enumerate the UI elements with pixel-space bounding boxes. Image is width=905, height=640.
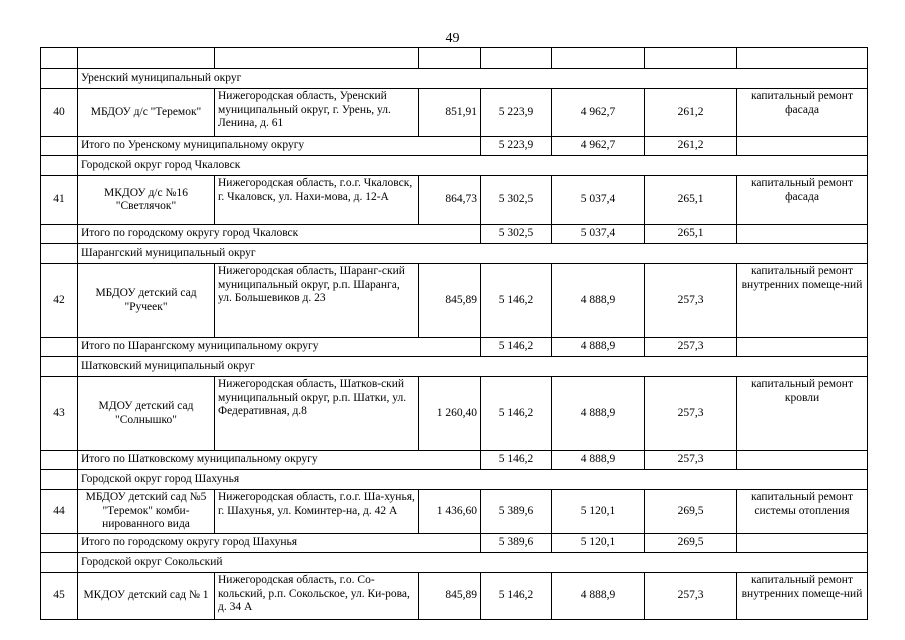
institution-address: Нижегородская область, г.о. Со-кольский, р.п. Сокольское, ул. Ки-рова, д. 34 А: [215, 573, 419, 620]
institution-name: МБДОУ детский сад "Ручеек": [78, 264, 215, 338]
section-num-cell: [41, 357, 78, 377]
total-cost-value: 5 146,2: [481, 377, 552, 451]
table-row: [41, 377, 868, 451]
cofinancing-value: 265,1: [645, 176, 737, 225]
header-cell: [78, 48, 215, 69]
area-value: 1 260,40: [419, 377, 481, 451]
institution-name: МКДОУ д/с №16 "Светлячок": [78, 176, 215, 225]
total-work-cell: [737, 137, 868, 156]
institution-address: Нижегородская область, г.о.г. Чкаловск, г. Чкаловск, ул. Нахи-мова, д. 12-А: [215, 176, 419, 225]
row-number: 43: [41, 377, 78, 451]
institution-name: МКДОУ детский сад № 1: [78, 573, 215, 620]
district-row: [41, 357, 868, 377]
institution-address: Нижегородская область, Шатков-ский муниципальный округ, р.п. Шатки, ул. Федеративная, д.8: [215, 377, 419, 451]
cofinancing-value: 269,5: [645, 490, 737, 534]
table-row: [41, 573, 868, 620]
work-type: капитальный ремонт системы отопления: [737, 490, 868, 534]
area-value: 845,89: [419, 264, 481, 338]
district-name: Шарангский муниципальный округ: [78, 244, 868, 264]
subsidy-value: 4 888,9: [552, 451, 645, 470]
total-work-cell: [737, 338, 868, 357]
institution-name: МБДОУ детский сад №5 "Теремок" комби-нированного вида: [78, 490, 215, 534]
total-label: Итого по городскому округу город Чкаловск: [78, 225, 481, 244]
total-cost-value: 5 389,6: [481, 490, 552, 534]
page-number: 49: [445, 31, 460, 46]
header-cell: [419, 48, 481, 69]
district-row: [41, 553, 868, 573]
institution-address: Нижегородская область, г.о.г. Ша-хунья, г. Шахунья, ул. Коминтер-на, д. 42 А: [215, 490, 419, 534]
table-row: [41, 176, 868, 225]
table-row: [41, 89, 868, 137]
district-name: Уренский муниципальный округ: [78, 69, 868, 89]
cofinancing-value: 269,5: [645, 534, 737, 553]
total-label: Итого по городскому округу город Шахунья: [78, 534, 481, 553]
district-name: Городской округ город Шахунья: [78, 470, 868, 490]
total-label: Итого по Шатковскому муниципальному округу: [78, 451, 481, 470]
work-type: капитальный ремонт фасада: [737, 176, 868, 225]
total-work-cell: [737, 451, 868, 470]
cofinancing-value: 257,3: [645, 377, 737, 451]
total-cost-value: 5 223,9: [481, 137, 552, 156]
cofinancing-value: 257,3: [645, 573, 737, 620]
total-row: [41, 225, 868, 244]
subsidy-value: 4 888,9: [552, 338, 645, 357]
district-name: Городской округ Сокольский: [78, 553, 868, 573]
institution-name: МДОУ детский сад "Солнышко": [78, 377, 215, 451]
section-num-cell: [41, 69, 78, 89]
row-number: 42: [41, 264, 78, 338]
section-num-cell: [41, 470, 78, 490]
row-number: 41: [41, 176, 78, 225]
total-cost-value: 5 302,5: [481, 176, 552, 225]
subsidy-value: 5 037,4: [552, 225, 645, 244]
district-row: [41, 470, 868, 490]
subsidy-value: 4 888,9: [552, 264, 645, 338]
subsidy-value: 4 962,7: [552, 89, 645, 137]
header-cell: [41, 48, 78, 69]
cofinancing-value: 257,3: [645, 264, 737, 338]
row-number: 40: [41, 89, 78, 137]
district-row: [41, 156, 868, 176]
total-row: [41, 338, 868, 357]
total-work-cell: [737, 534, 868, 553]
district-row: [41, 244, 868, 264]
subsidy-value: 4 888,9: [552, 377, 645, 451]
subsidy-value: 4 888,9: [552, 573, 645, 620]
table-row: [41, 264, 868, 338]
work-type: капитальный ремонт внутренних помеще-ний: [737, 264, 868, 338]
area-value: 1 436,60: [419, 490, 481, 534]
total-num-cell: [41, 338, 78, 357]
total-cost-value: 5 302,5: [481, 225, 552, 244]
header-cell: [215, 48, 419, 69]
section-num-cell: [41, 553, 78, 573]
subsidy-value: 5 037,4: [552, 176, 645, 225]
header-cell: [737, 48, 868, 69]
total-work-cell: [737, 225, 868, 244]
institution-address: Нижегородская область, Шаранг-ский муниципальный округ, р.п. Шаранга, ул. Большевиков д. 23: [215, 264, 419, 338]
work-type: капитальный ремонт внутренних помеще-ний: [737, 573, 868, 620]
header-cell: [481, 48, 552, 69]
header-cell: [645, 48, 737, 69]
work-type: капитальный ремонт фасада: [737, 89, 868, 137]
section-num-cell: [41, 156, 78, 176]
section-num-cell: [41, 244, 78, 264]
header-cell: [552, 48, 645, 69]
total-row: [41, 137, 868, 156]
total-cost-value: 5 146,2: [481, 451, 552, 470]
total-num-cell: [41, 225, 78, 244]
institution-name: МБДОУ д/с "Теремок": [78, 89, 215, 137]
total-num-cell: [41, 137, 78, 156]
total-cost-value: 5 146,2: [481, 264, 552, 338]
facilities-table: [40, 47, 868, 620]
cofinancing-value: 261,2: [645, 137, 737, 156]
total-num-cell: [41, 534, 78, 553]
total-cost-value: 5 146,2: [481, 338, 552, 357]
area-value: 845,89: [419, 573, 481, 620]
cofinancing-value: 265,1: [645, 225, 737, 244]
table-header-row: [41, 48, 868, 69]
total-cost-value: 5 146,2: [481, 573, 552, 620]
row-number: 44: [41, 490, 78, 534]
total-label: Итого по Уренскому муниципальному округу: [78, 137, 481, 156]
row-number: 45: [41, 573, 78, 620]
area-value: 864,73: [419, 176, 481, 225]
area-value: 851,91: [419, 89, 481, 137]
total-cost-value: 5 389,6: [481, 534, 552, 553]
subsidy-value: 5 120,1: [552, 534, 645, 553]
cofinancing-value: 257,3: [645, 451, 737, 470]
institution-address: Нижегородская область, Уренский муниципальный округ, г. Урень, ул. Ленина, д. 61: [215, 89, 419, 137]
total-row: [41, 451, 868, 470]
district-name: Городской округ город Чкаловск: [78, 156, 868, 176]
table-row: [41, 490, 868, 534]
subsidy-value: 4 962,7: [552, 137, 645, 156]
district-name: Шатковский муниципальный округ: [78, 357, 868, 377]
subsidy-value: 5 120,1: [552, 490, 645, 534]
total-label: Итого по Шарангскому муниципальному округу: [78, 338, 481, 357]
work-type: капитальный ремонт кровли: [737, 377, 868, 451]
total-cost-value: 5 223,9: [481, 89, 552, 137]
cofinancing-value: 257,3: [645, 338, 737, 357]
total-row: [41, 534, 868, 553]
district-row: [41, 69, 868, 89]
total-num-cell: [41, 451, 78, 470]
cofinancing-value: 261,2: [645, 89, 737, 137]
